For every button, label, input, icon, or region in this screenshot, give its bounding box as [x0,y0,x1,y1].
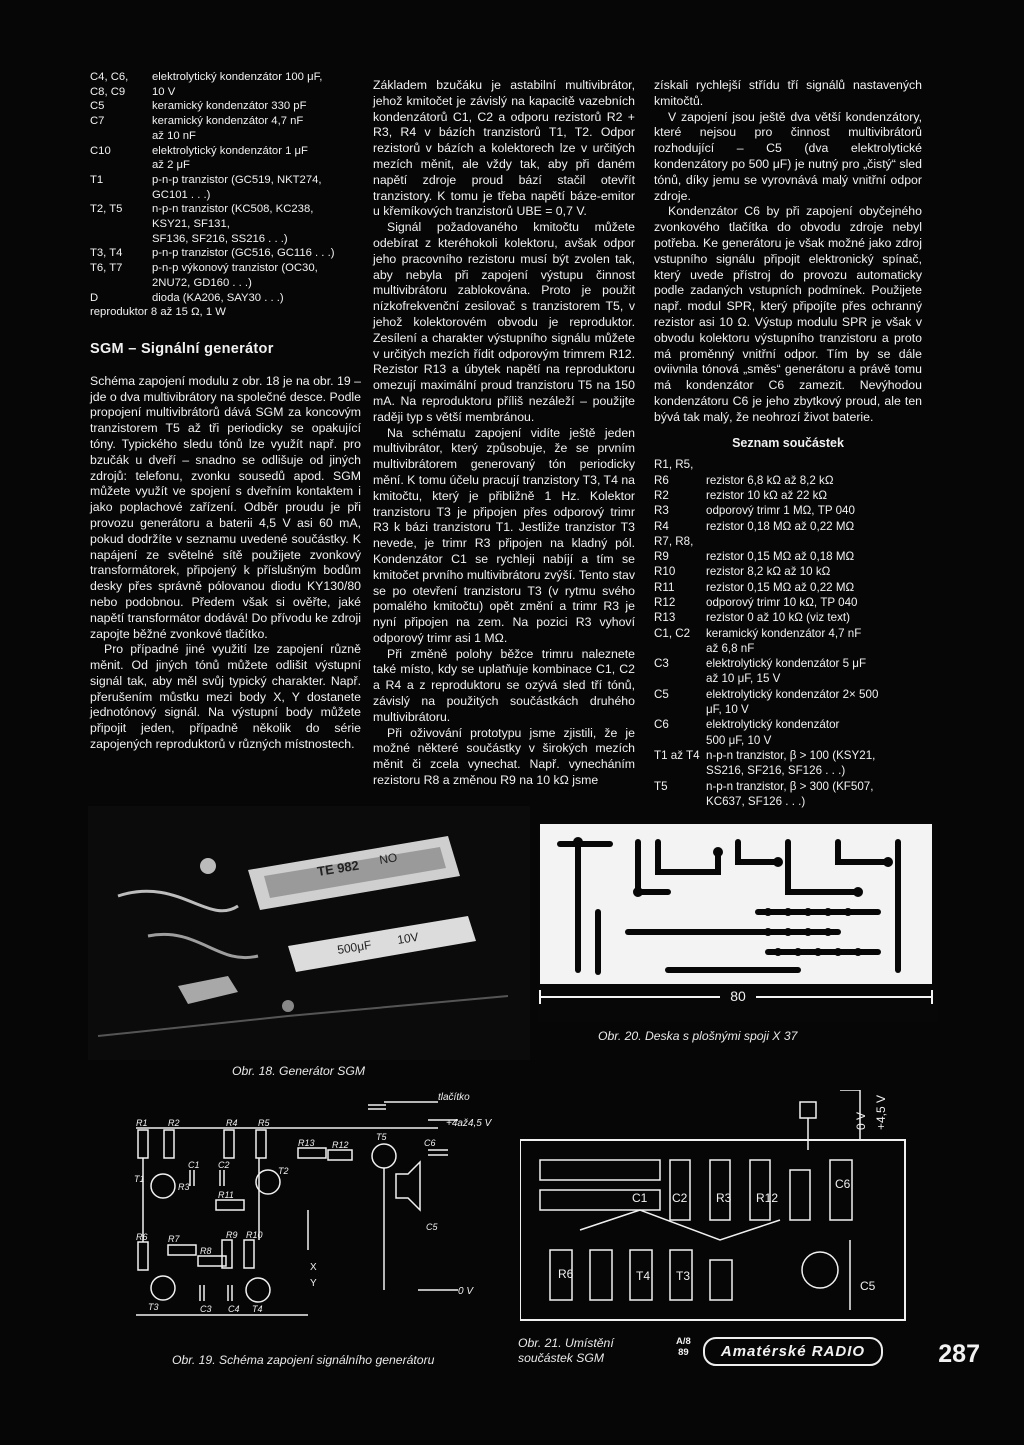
bom-ref [654,794,706,809]
bom-desc: keramický kondenzátor 4,7 nF [706,626,862,640]
parts-list-desc: SF136, SF216, SS216 . . .) [152,232,288,245]
schematic-figure [128,1090,508,1330]
pcb-figure [538,822,938,1022]
bom-ref: R6 [654,473,669,487]
paragraph: Základem bzučáku je astabilní multivibrátor, jehož kmitočet je závislý na kapacitě vazebních kondenzátorů C1, C2 a odporu rezistorů R2 + R3, R4 v bázích tranzistorů T1, T2. Odpor rezistorů v bázích a kolektorech lze v určitých mezích měnit, ale vždy tak, aby při daném napětí zdroje proud bází stačil otevřít tranzistory. K tomu je třeba napětí báze-emitor u křemíkových tranzistorů UBE = 0,7 V. [373,78,635,219]
schematic-label-zero: 0 V [458,1286,474,1297]
paragraph: Pro případné jiné využití lze zapojení různě měnit. Od jiných tónů můžete odlišit výstupní signál tak, aby měl svůj typický charakter. Např. přerušením můstku mezi body X, Y dostanete jednotónový signál. Na výstupní body můžete připojit jeden, případně několik do série zapojených reproduktorů v různých místnostech. [90,642,361,752]
bom-desc: rezistor 10 kΩ až 22 kΩ [706,488,828,502]
magazine-name: Amatérské RADIO [720,1343,866,1360]
bom-desc: SS216, SF216, SF126 . . .) [706,764,846,778]
parts-list-ref [90,276,152,291]
bom-ref: R1, R5, [654,458,694,472]
parts-list-ref [90,232,152,247]
parts-list-row [90,158,361,173]
parts-list-row [90,85,361,100]
schematic-part-label: C5 [426,1222,438,1232]
parts-list-row [90,144,361,159]
pcb-drawing [538,822,938,1022]
page-number: 287 [938,1340,980,1368]
bom-ref: R4 [654,519,669,533]
bom-row [654,702,922,717]
layout-part-label: T3 [676,1269,691,1283]
paragraph: V zapojení jsou ještě dva větší kondenzátory, které nejsou pro činnost multivibrátorů rozhodující – C5 (dva elektrolytické kondenzátory po 500 μF) je nutný pro „čistý“ sled tónů, díky jemu se vyrovnává malý vnitřní odpor zdroje. [654,109,922,203]
bom-row [654,641,922,656]
bom-row [654,473,922,488]
parts-list-ref [90,217,152,232]
parts-list-desc: p-n-p tranzistor (GC519, NKT274, [152,173,322,186]
photo-generator-image [88,806,530,1060]
parts-list-ref: C8, C9 [90,85,126,98]
column-middle [373,78,635,789]
schematic-part-label: R10 [246,1230,263,1240]
layout-part-label: R3 [716,1191,732,1205]
parts-list-row [90,202,361,217]
bom-desc: rezistor 0,15 MΩ až 0,18 MΩ [706,550,855,564]
bom-desc: rezistor 0,18 MΩ až 0,22 MΩ [706,519,855,533]
parts-list-ref: D [90,291,99,304]
bom-ref: R12 [654,596,676,609]
parts-list-ref: C4, C6, [90,71,129,83]
parts-list-ref [90,129,152,144]
parts-list-ref: T1 [90,173,104,186]
schematic-part-label: R13 [298,1138,315,1148]
schematic-part-label: R2 [168,1118,180,1128]
bom-desc: rezistor 0,15 MΩ až 0,22 MΩ [706,580,855,594]
bom-desc: elektrolytický kondenzátor 2× 500 [706,687,879,701]
paragraph: Kondenzátor C6 by při zapojení obyčejného zvonkového tlačítka do obvodu zdroje nebyl potřeba. Ke generátoru je však možné jako zdroj vstupního signálu připojit elektronický spínač, který uvede přístroj do provozu automaticky podle zadaných vstupních podmínek. Použijete např. modul SPR, který připojíte přes ochranný rezistor asi 10 Ω. Výstup modulu SPR je však v obvodu kolektoru výstupního tranzistoru a proto má proměnný vnitřní odpor. Tím by se dále oviivnila tónová „směs“ generátoru a právě tomu má kondenzátor C6 zamezit. Nevýhodou kondenzátoru C6 je jeho zbytkový proud, ale ten bývá tak malý, že neohrozí život baterie. [654,204,922,424]
parts-list-desc: KSY21, SF131, [152,218,230,231]
schematic-label-x: X [310,1262,317,1273]
bom-ref: C5 [654,687,669,701]
parts-list-ref: C7 [90,115,105,128]
bom-row [654,457,922,472]
bom-ref: C1, C2 [654,626,691,640]
bom-row [654,763,922,778]
parts-list-row [90,129,361,144]
bom-ref: R11 [654,580,675,594]
parts-list-ref: T3, T4 [90,247,123,260]
schematic-part-label: R12 [332,1140,349,1150]
bom-desc [706,534,922,549]
schematic-part-label: T1 [134,1174,145,1184]
parts-list-desc: keramický kondenzátor 4,7 nF [152,115,304,128]
pcb-dimension: 80 [730,988,746,1004]
schematic-part-label: T5 [376,1132,387,1142]
bom-desc: elektrolytický kondenzátor 5 μF [706,657,867,671]
schematic-part-label: C3 [200,1304,212,1314]
parts-list-row [90,261,361,276]
bom-ref [654,671,706,686]
schematic-part-label: C4 [228,1304,240,1314]
magazine-logo [703,1337,883,1366]
schematic-drawing [128,1090,508,1330]
bom-desc: až 6,8 nF [706,641,755,655]
layout-part-label: C1 [632,1191,648,1205]
col1-text [90,374,361,753]
bom-row [654,564,922,579]
bom-ref: R9 [654,550,669,564]
parts-list-ref: C5 [90,100,105,113]
schematic-part-label: R8 [200,1246,212,1256]
layout-part-label: C6 [835,1177,851,1191]
bom-desc: rezistor 0 až 10 kΩ (viz text) [706,611,850,625]
parts-list-desc: n-p-n tranzistor (KC508, KC238, [152,203,314,216]
layout-part-label: R12 [756,1191,779,1205]
bom-row [654,733,922,748]
schematic-part-label: C1 [188,1160,200,1170]
bom-desc: rezistor 6,8 kΩ až 8,2 kΩ [706,473,834,487]
parts-list-desc: elektrolytický kondenzátor 100 μF, [152,71,323,83]
caption-fig21: Obr. 21. Umístění součástek SGM [518,1336,614,1365]
parts-list-desc: p-n-p tranzistor (GC516, GC116 . . .) [152,247,335,260]
parts-list-row [90,276,361,291]
column-left [90,70,361,753]
bom-ref [654,763,706,778]
paragraph: Schéma zapojení modulu z obr. 18 je na obr. 19 – jde o dva multivibrátory na společné desce. Podle propojení multivibrátorů dává SGM za koncovým tranzistorem T5 až tři periodicky se opakující tóny. Typického sledu tónů lze využít např. pro bzučák u dveří – snadno se odlišuje od jiných zdrojů: telefonu, zvonku sousedů apod. SGM můžete využít ve spojení s dveřním kontaktem i jako poplachové zařízení. Odběr proudu je při provozu generátoru a baterii 4,5 V asi 60 mA, pokud dodržíte v seznamu uvedené součástky. K napájení ze světelné sítě použijete zvonkový transformátorek, připojený k příslušným bodům desky přes správně pólovanou diodu KY130/80 nebo podobnou. Předem však si ověřte, jaké napětí transformátor dodává! Do přívodu ke zdroji zapojte běžné zvonkové tlačítko. [90,373,361,641]
layout-part-label: R6 [558,1267,574,1281]
schematic-part-label: R3 [178,1182,190,1192]
section-heading: SGM – Signální generátor [90,340,274,357]
bom-row [654,626,922,641]
bom-row [654,519,922,534]
bom-ref: T5 [654,779,668,793]
issue-number [676,1336,691,1358]
parts-list-desc: keramický kondenzátor 330 pF [152,100,307,113]
parts-list-ref: T6, T7 [90,262,123,275]
bom-desc: μF, 10 V [706,703,749,717]
bom-ref: C6 [654,718,669,732]
schematic-part-label: R6 [136,1232,148,1242]
bom-ref: R13 [654,611,676,625]
bom-row [654,687,922,702]
bom-row [654,656,922,671]
schematic-part-label: R4 [226,1118,238,1128]
parts-tail: reproduktor 8 až 15 Ω, 1 W [90,306,226,319]
parts-list-desc: GC101 . . .) [152,188,211,201]
bom-ref: C3 [654,657,669,671]
bom-ref [654,641,706,656]
parts-list-ref: T2, T5 [90,203,123,216]
bom-desc: n-p-n tranzistor, β > 300 (KF507, [706,779,874,793]
schematic-part-label: T3 [148,1302,159,1312]
col3-text [654,78,922,426]
bom-ref: T1 až T4 [654,748,700,762]
bom-desc: n-p-n tranzistor, β > 100 (KSY21, [706,748,876,762]
caption-fig19: Obr. 19. Schéma zapojení signálního generátoru [172,1353,435,1367]
paragraph: Při změně polohy běžce trimru naleznete také místo, kdy se uplatňuje kombinace C1, C2 a R4 a z reproduktoru se ozývá sled tří tónů, závislý na použitých součástkách druhého multivibrátoru. [373,646,635,724]
schematic-label-supply: +4až4,5 V [446,1118,492,1129]
photo-label-3: 500μF [336,937,373,957]
bom-desc: elektrolytický kondenzátor [706,718,840,732]
bom-row [654,488,922,503]
parts-list-desc: až 2 μF [152,159,190,172]
bom-ref: R10 [654,565,676,579]
bom-ref [654,702,706,717]
schematic-label-button: tlačítko [438,1092,470,1103]
parts-list-desc: elektrolytický kondenzátor 1 μF [152,144,308,157]
caption-fig18: Obr. 18. Generátor SGM [232,1064,365,1078]
bom-row [654,779,922,794]
schematic-part-label: R5 [258,1118,270,1128]
parts-list-row [90,246,361,261]
bom-desc: KC637, SF126 . . .) [706,794,806,808]
schematic-part-label: C6 [424,1138,436,1148]
issue-text: A/8 89 [676,1336,691,1358]
photo-generator [88,806,530,1060]
schematic-label-y: Y [310,1278,317,1289]
parts-list-ref: C10 [90,144,111,157]
layout-part-label: T4 [636,1269,651,1283]
parts-list-desc: až 10 nF [152,129,196,142]
bom-row [654,671,922,686]
bom-ref: R3 [654,504,669,518]
layout-part-label: C5 [860,1279,876,1293]
bom-row [654,580,922,595]
paragraph: získali rychlejší střídu tří signálů nastavených kmitočtů. [654,78,922,108]
bom-heading: Seznam součástek [732,435,844,450]
parts-list-row [90,70,361,85]
caption-fig20: Obr. 20. Deska s plošnými spoji X 37 [598,1029,798,1043]
bom-ref [654,733,706,748]
bom-list [654,457,922,809]
parts-list-ref [90,158,152,173]
parts-list-ref [90,188,152,203]
bom-row [654,595,922,610]
layout-part-label: C2 [672,1191,688,1205]
bom-desc: až 10 μF, 15 V [706,672,781,686]
parts-list-desc: 10 V [152,85,176,98]
photo-label-1: TE 982 [316,857,360,879]
parts-list-row [90,173,361,188]
bom-desc: rezistor 8,2 kΩ až 10 kΩ [706,565,831,579]
parts-list-row [90,114,361,129]
schematic-part-label: R11 [218,1190,234,1200]
paragraph: Na schématu zapojení vidíte ještě jeden multivibrátor, který způsobuje, že se prvním multivibrátorem generovaný tón periodicky mění. K tomu účelu pracují tranzistory T3, T4 na kmitočtu, který je přibližně 1 Hz. Kolektor tranzistoru T3 je připojen přes odporový trimr R3 k bázi tranzistoru T1. Jestliže tranzistor T3 nevede, je trimr R3 připojen na kladný pól. Kondenzátor C1 se rychleji nabíjí a tím se kmitočet prvního multivibrátoru zvýší. Tento stav se po otevření tranzistoru T3 (v rytmu svého pomalého kmitočtu) opět změní a trimr R3 je nyní připojen na zem. Na pozici R3 vyhoví odporový trimr asi 1 MΩ. [373,425,635,645]
paragraph: Signál požadovaného kmitočtu můžete odebírat z kteréhokoli kolektoru, avšak odpor jeho pracovního rezistoru musí být zvolen tak, aby nebyla při zapojení výstupu činnost multivibrátoru zablokována. Proto je použit nízkofrekvenční zesilovač s tranzistorem T5, v jehož kolektorovém obvodu je reproduktor. Zesílení a charakter výstupního signálu můžete v určitých mezích řídit odporovým trimrem R12. Rezistor R13 a úbytek napětí na reproduktoru omezují maximální proud tranzistoru T5 na 150 mA. Na reproduktoru příliš nezáleží – použijte raději typ s větší membránou. [373,220,635,424]
bom-desc: odporový trimr 1 MΩ, TP 040 [706,504,855,518]
bom-row [654,794,922,809]
schematic-part-label: C2 [218,1160,230,1170]
bom-desc [706,457,922,472]
bom-ref: R7, R8, [654,534,694,548]
parts-list [90,70,361,305]
bom-desc: odporový trimr 10 kΩ, TP 040 [706,596,858,609]
parts-list-desc: p-n-p výkonový tranzistor (OC30, [152,262,318,275]
parts-list-row [90,217,361,232]
column-right [654,78,922,809]
layout-part-label: 0 V [854,1111,868,1130]
bom-row [654,534,922,549]
schematic-part-label: T2 [278,1166,289,1176]
layout-part-label: +4,5 V [874,1094,888,1130]
bom-row [654,610,922,625]
parts-list-desc: 2NU72, GD160 . . .) [152,276,252,289]
schematic-part-label: T4 [252,1304,263,1314]
layout-drawing [520,1090,920,1330]
schematic-part-label: R7 [168,1234,180,1244]
bom-desc: 500 μF, 10 V [706,733,772,747]
photo-label-4: 10V [396,929,420,947]
parts-list-desc: dioda (KA206, SAY30 . . .) [152,291,284,304]
paragraph: Při oživování prototypu jsme zjistili, že je možné některé součástky v širokých mezích měnit či zcela vynechat. Např. vynecháním rezistoru R8 a změnou R9 na 10 kΩ jsme [373,725,635,788]
col2-text [373,78,635,789]
parts-list-row [90,232,361,247]
layout-figure [520,1090,920,1330]
bom-row [654,503,922,518]
schematic-part-label: R1 [136,1118,148,1128]
bom-row [654,748,922,763]
bom-row [654,717,922,732]
parts-list-row [90,99,361,114]
bom-ref: R2 [654,488,669,502]
parts-list-row [90,188,361,203]
schematic-part-label: R9 [226,1230,238,1240]
photo-label-2: NO [378,850,399,867]
bom-row [654,549,922,564]
parts-list-row [90,291,361,306]
